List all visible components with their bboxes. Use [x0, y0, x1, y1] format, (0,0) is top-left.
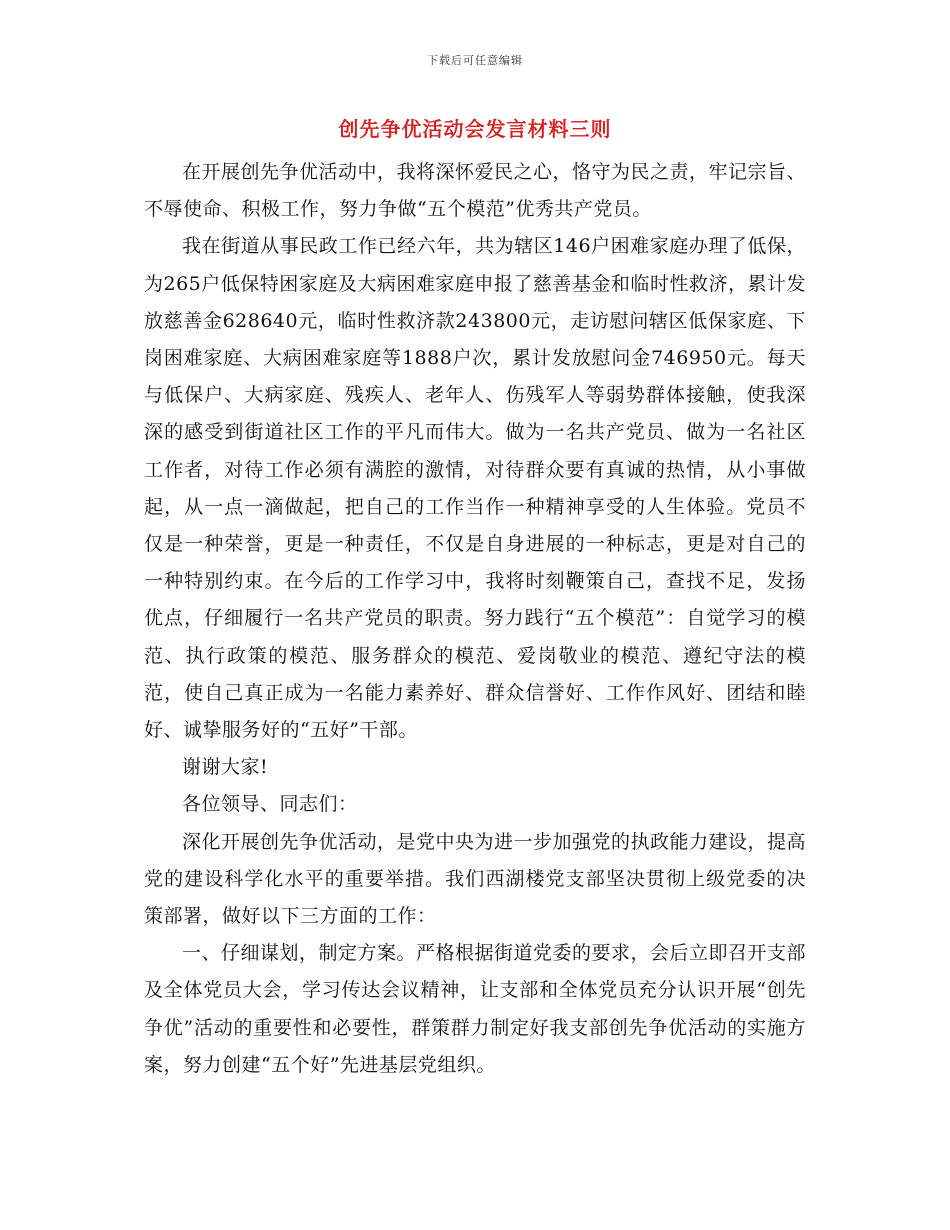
paragraph-intro: 在开展创先争优活动中，我将深怀爱民之心，恪守为民之责，牢记宗旨、不辱使命、积极工作，努力争做“五个模范”优秀共产党员。	[144, 161, 807, 221]
header-note: 下载后可任意编辑	[427, 54, 523, 67]
paragraph-salutation: 各位领导、同志们：	[182, 793, 358, 816]
paragraph-work-summary: 我在街道从事民政工作已经六年，共为辖区146户困难家庭办理了低保，为265户低保特困家庭及大病困难家庭申报了慈善基金和临时性救济，累计发放慈善金628640元，临时性救济款243800元，走访慰问辖区低保家庭、下岗困难家庭、大病困难家庭等1888户次，累计发放慰问金746950元。每天与低保户、大病家庭、残疾人、老年人、伤残军人等弱势群体接触，使我深深的感受到街道社区工作的平凡而伟大。做为一名共产党员、做为一名社区工作者，对待工作必须有满腔的激情，对待群众要有真诚的热情，从小事做起，从一点一滴做起，把自己的工作当作一种精神享受的人生体验。党员不仅是一种荣誉，更是一种责任，不仅是自身进展的一种标志，更是对自己的一种特别约束。在今后的工作学习中，我将时刻鞭策自己，查找不足，发扬优点，仔细履行一名共产党员的职责。努力践行“五个模范”：自觉学习的模范、执行政策的模范、服务群众的模范、爱岗敬业的模范、遵纪守法的模范，使自己真正成为一名能力素养好、群众信誉好、工作作风好、团结和睦好、诚挚服务好的“五好”干部。	[144, 235, 806, 742]
paragraph-point-one: 一、仔细谋划，制定方案。严格根据街道党委的要求，会后立即召开支部及全体党员大会，学习传达会议精神，让支部和全体党员充分认识开展“创先争优”活动的重要性和必要性，群策群力制定好我支部创先争优活动的实施方案，努力创建“五个好”先进基层党组织。	[144, 942, 807, 1076]
document-body	[144, 154, 806, 1084]
document-title: 创先争优活动会发言材料三则	[338, 117, 612, 141]
paragraph-branch-intro: 深化开展创先争优活动，是党中央为进一步加强党的执政能力建设，提高党的建设科学化水平的重要举措。我们西湖楼党支部坚决贯彻上级党委的决策部署，做好以下三方面的工作：	[144, 830, 807, 928]
paragraph-thanks: 谢谢大家!	[182, 756, 269, 779]
